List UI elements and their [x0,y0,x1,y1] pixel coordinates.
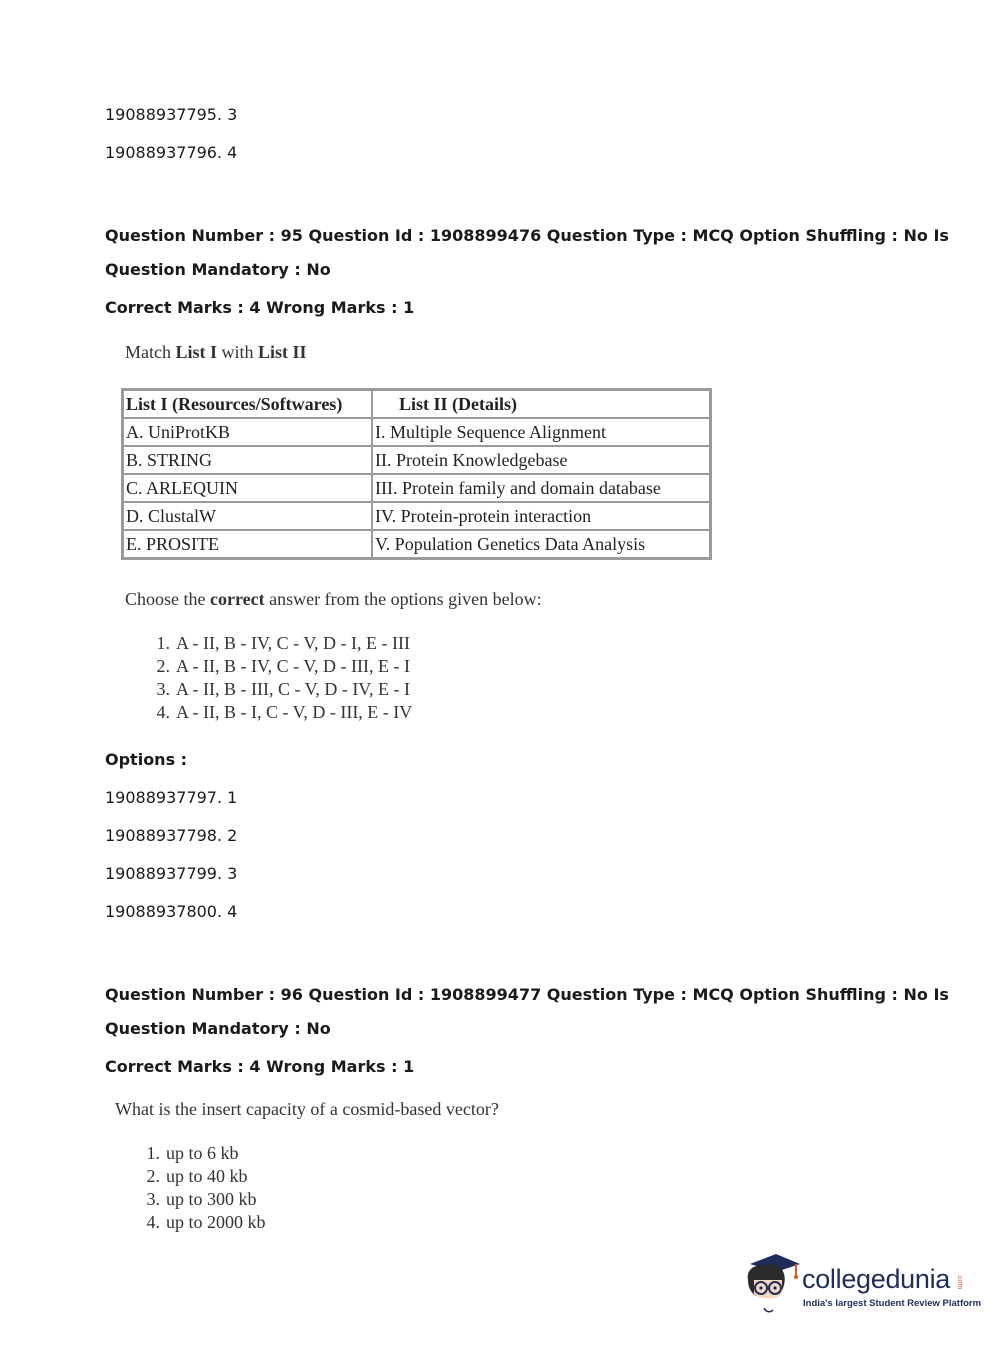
table-cell: I. Multiple Sequence Alignment [372,418,710,446]
prev-option-4: 19088937796. 4 [105,143,238,162]
table-cell: II. Protein Knowledgebase [372,446,710,474]
mascot-icon [742,1250,802,1320]
table-header-list1: List I (Resources/Softwares) [123,390,372,418]
match-table [121,388,712,560]
table-cell: V. Population Genetics Data Analysis [372,530,710,558]
q95-header-line1: Question Number : 95 Question Id : 1908899476 Question Type : MCQ Option Shuffling : No Is [105,226,949,245]
logo-tagline: India's largest Student Review Platform [803,1298,982,1309]
list-item: 4. A - II, B - I, C - V, D - III, E - IV [156,702,413,722]
table-cell: D. ClustalW [123,502,372,530]
q95-instruction-pre: Choose the [125,589,210,609]
q95-option-4: 19088937800. 4 [105,902,238,921]
table-row [123,502,710,530]
q95-instruction-bold: correct [210,589,265,609]
table-header-list2: List II (Details) [372,390,710,418]
q95-stem-list2: List II [258,342,307,362]
q95-instruction [125,588,542,610]
list-item: 2. A - II, B - IV, C - V, D - III, E - I [156,656,410,676]
table-cell: B. STRING [123,446,372,474]
q95-header-line2: Question Mandatory : No [105,260,331,279]
q95-marks: Correct Marks : 4 Wrong Marks : 1 [105,298,415,317]
q95-stem-pre: Match [125,342,176,362]
list-item: 1. A - II, B - IV, C - V, D - I, E - III [156,633,410,653]
q96-choices [132,1142,266,1234]
q95-options-label: Options : [105,750,188,769]
q95-stem-mid: with [217,342,259,362]
list-item: 4. up to 2000 kb [146,1212,266,1232]
list-item: 1. up to 6 kb [146,1143,239,1163]
list-item: 3. A - II, B - III, C - V, D - IV, E - I [156,679,410,699]
table-row [123,530,710,558]
table-cell: A. UniProtKB [123,418,372,446]
q96-marks: Correct Marks : 4 Wrong Marks : 1 [105,1057,415,1076]
q96-header-line2: Question Mandatory : No [105,1019,331,1038]
q95-option-3: 19088937799. 3 [105,864,238,883]
q96-stem: What is the insert capacity of a cosmid-based vector? [115,1099,499,1119]
logo-wordmark: collegedunia [802,1264,951,1294]
q95-instruction-post: answer from the options given below: [264,589,542,609]
table-cell: C. ARLEQUIN [123,474,372,502]
table-cell: III. Protein family and domain database [372,474,710,502]
table-header-row [123,390,710,418]
q95-stem [125,341,307,363]
q95-choices [142,632,412,724]
table-cell: E. PROSITE [123,530,372,558]
table-row [123,418,710,446]
logo-suffix: .com [956,1274,963,1290]
collegedunia-logo [742,1250,982,1320]
table-row [123,446,710,474]
list-item: 2. up to 40 kb [146,1166,248,1186]
q95-stem-list1: List I [175,342,217,362]
prev-option-3: 19088937795. 3 [105,105,238,124]
q95-option-1: 19088937797. 1 [105,788,238,807]
q95-option-2: 19088937798. 2 [105,826,238,845]
list-item: 3. up to 300 kb [146,1189,257,1209]
table-row [123,474,710,502]
table-cell: IV. Protein-protein interaction [372,502,710,530]
q96-header-line1: Question Number : 96 Question Id : 1908899477 Question Type : MCQ Option Shuffling : No Is [105,985,949,1004]
